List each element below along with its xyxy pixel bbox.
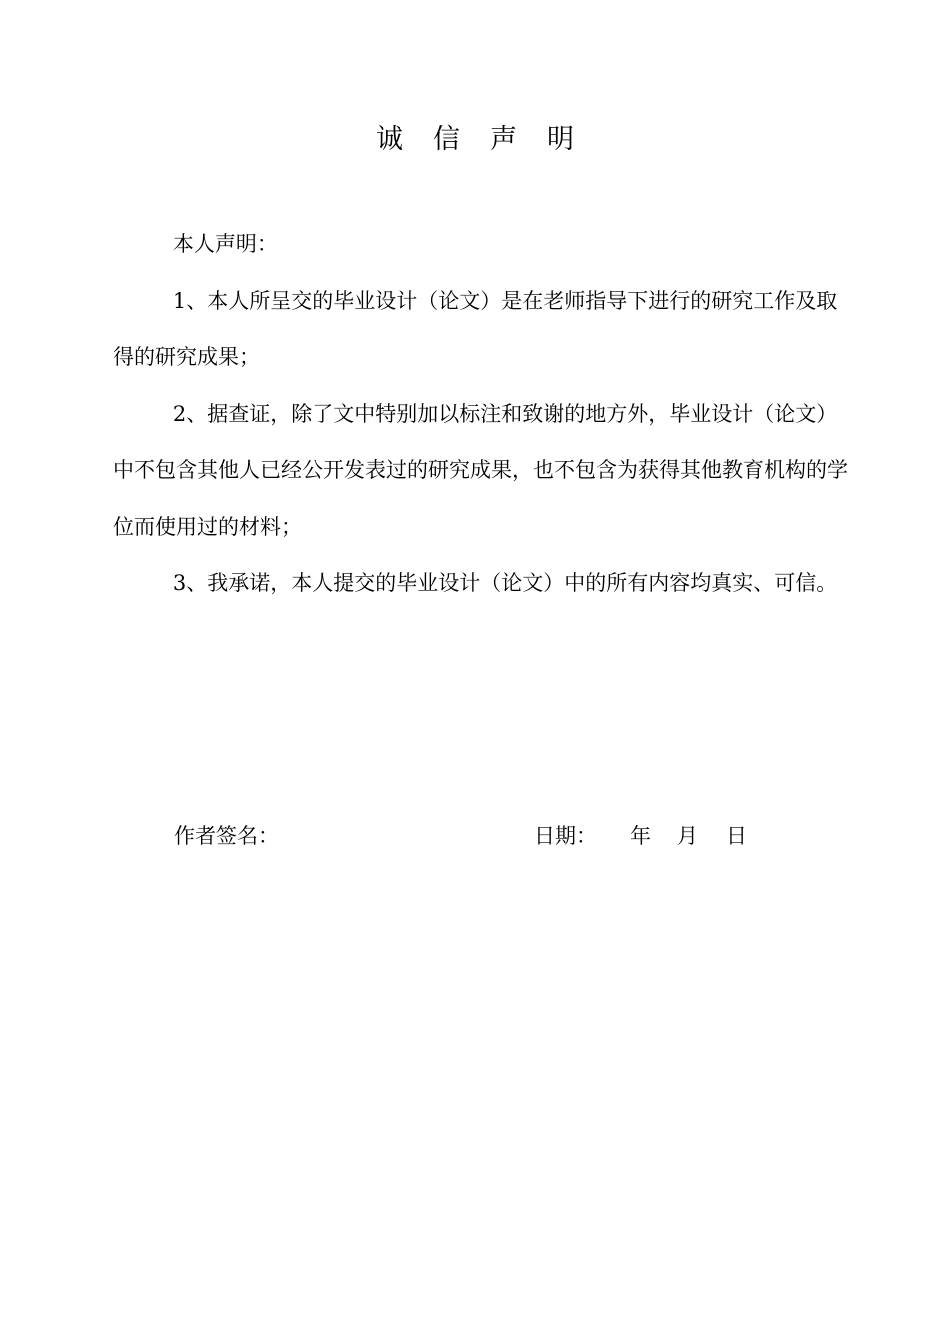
date-label: 日期：	[534, 824, 597, 848]
date-month-label: 月	[677, 824, 698, 848]
date-year-label: 年	[630, 824, 651, 848]
declaration-intro: 本人声明：	[172, 232, 278, 256]
author-signature-label: 作者签名：	[174, 824, 279, 848]
date-day-label: 日	[726, 824, 747, 848]
signature-line	[174, 806, 854, 866]
document-title: 诚信声明	[376, 124, 604, 155]
declaration-item-3: 3、我承诺，本人提交的毕业设计（论文）中的所有内容均真实、可信。	[172, 571, 838, 595]
declaration-item-2: 2、据查证，除了文中特别加以标注和致谢的地方外，毕业设计（论文）中不包含其他人已经公开发表过的研究成果，也不包含为获得其他教育机构的学位而使用过的材料；	[113, 401, 848, 539]
declaration-item-1: 1、本人所呈交的毕业设计（论文）是在老师指导下进行的研究工作及取得的研究成果；	[113, 288, 838, 369]
declaration-body	[113, 216, 858, 612]
